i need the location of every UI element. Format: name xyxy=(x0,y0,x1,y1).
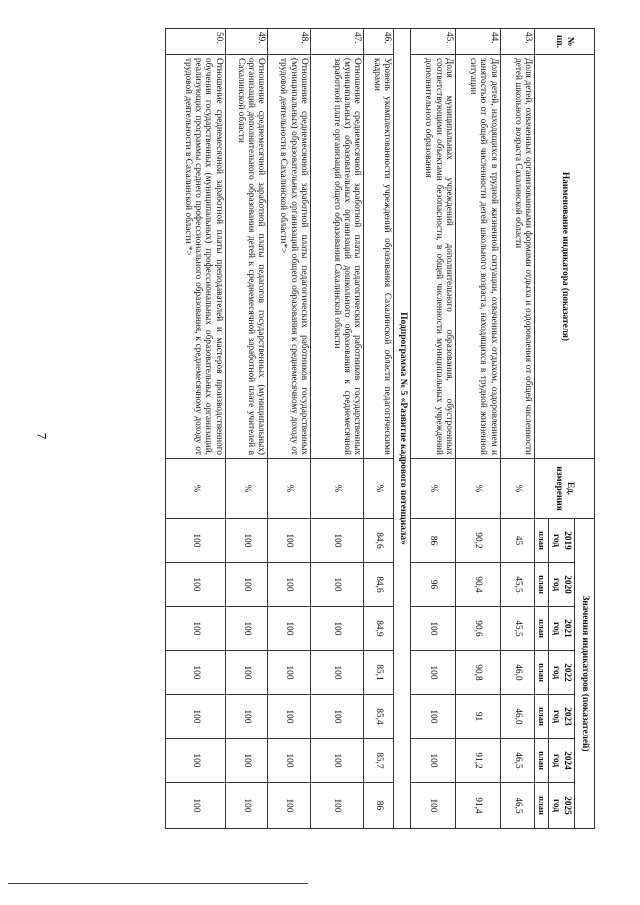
row-number: 49. xyxy=(225,29,268,55)
indicator-name: Доля детей, охваченных организованными формами отдыха и оздоровления от общей численности детей школьного возраста Сахалинской области xyxy=(500,55,534,459)
header-name: Наименование индикатора (показателя) xyxy=(535,55,595,459)
value-cell: 100 xyxy=(225,783,268,829)
value-cell: 100 xyxy=(411,607,456,651)
value-cell: 85,4 xyxy=(364,695,394,739)
value-cell: 90,4 xyxy=(456,563,501,607)
value-cell: 91 xyxy=(456,695,501,739)
header-plan: план xyxy=(535,695,549,739)
header-year: 2021 год xyxy=(549,607,575,651)
value-cell: 45,5 xyxy=(500,607,534,651)
value-cell: 84,6 xyxy=(364,519,394,563)
indicators-table xyxy=(165,28,595,829)
value-cell: 100 xyxy=(268,651,311,695)
value-cell: 100 xyxy=(311,519,364,563)
value-cell: 84,9 xyxy=(364,607,394,651)
row-number: 44. xyxy=(456,29,501,55)
value-cell: 100 xyxy=(268,563,311,607)
header-year: 2022 год xyxy=(549,651,575,695)
value-cell: 100 xyxy=(411,739,456,783)
row-number: 50. xyxy=(166,29,226,55)
subprogram-group xyxy=(394,29,411,829)
header-unit: Ед. измерения xyxy=(535,459,595,519)
value-cell: 96 xyxy=(411,563,456,607)
table-row xyxy=(500,29,534,829)
value-cell: 100 xyxy=(311,651,364,695)
unit-cell: % xyxy=(500,459,534,519)
unit-cell: % xyxy=(225,459,268,519)
table-row xyxy=(411,29,456,829)
value-cell: 100 xyxy=(311,563,364,607)
table-row xyxy=(268,29,311,829)
table-row xyxy=(311,29,364,829)
unit-cell: % xyxy=(311,459,364,519)
value-cell: 100 xyxy=(411,651,456,695)
header-year: 2025 год xyxy=(549,783,575,829)
unit-cell: % xyxy=(364,459,394,519)
unit-cell: % xyxy=(411,459,456,519)
value-cell: 100 xyxy=(166,651,226,695)
value-cell: 90,6 xyxy=(456,607,501,651)
value-cell: 46,0 xyxy=(500,695,534,739)
value-cell: 100 xyxy=(166,607,226,651)
value-cell: 100 xyxy=(166,783,226,829)
row-number: 48. xyxy=(268,29,311,55)
header-plan: план xyxy=(535,739,549,783)
value-cell: 100 xyxy=(225,739,268,783)
value-cell: 46,5 xyxy=(500,783,534,829)
value-cell: 90,2 xyxy=(456,519,501,563)
indicator-name: Доля детей, находящихся в трудной жизненной ситуации, охваченных отдыхом, оздоровлением и занятостью от общей численности детей школьного возраста, находящихся в трудной жизненной ситуации xyxy=(456,55,501,459)
value-cell: 86 xyxy=(411,519,456,563)
footnote-rule xyxy=(8,883,308,884)
header-plan: план xyxy=(535,651,549,695)
unit-cell: % xyxy=(456,459,501,519)
rows-group-a xyxy=(411,29,535,829)
page-number: 7 xyxy=(34,432,50,440)
table-row xyxy=(225,29,268,829)
subprogram-heading: Подпрограмма № 5 «Развитие кадрового потенциала» xyxy=(394,29,411,829)
table-row xyxy=(166,29,226,829)
row-number: 47. xyxy=(311,29,364,55)
value-cell: 100 xyxy=(166,519,226,563)
value-cell: 90,8 xyxy=(456,651,501,695)
value-cell: 100 xyxy=(225,651,268,695)
value-cell: 45 xyxy=(500,519,534,563)
indicators-table-wrapper xyxy=(165,28,595,828)
header-year: 2019 год xyxy=(549,519,575,563)
value-cell: 100 xyxy=(225,563,268,607)
header-plan: план xyxy=(535,563,549,607)
value-cell: 100 xyxy=(268,519,311,563)
value-cell: 46,5 xyxy=(500,739,534,783)
indicator-name: Отношение среднемесячной заработной платы педагогов государственных (муниципальных) организаций дополнительного образования детей к среднемесячной заработной плате учителей в Сахалинской области xyxy=(225,55,268,459)
indicator-name: Доля муниципальных учреждений дополнительного образования, обустроенных соответствующими объектами безопасности, в общей численности муниципальных учреждений дополнительного образования xyxy=(411,55,456,459)
value-cell: 100 xyxy=(268,783,311,829)
value-cell: 100 xyxy=(411,695,456,739)
value-cell: 100 xyxy=(311,783,364,829)
value-cell: 91,4 xyxy=(456,783,501,829)
table-row xyxy=(456,29,501,829)
unit-cell: % xyxy=(166,459,226,519)
value-cell: 100 xyxy=(225,607,268,651)
value-cell: 85,7 xyxy=(364,739,394,783)
header-values-group: Значения индикаторов (показателей) xyxy=(575,519,595,829)
value-cell: 100 xyxy=(411,783,456,829)
value-cell: 100 xyxy=(225,695,268,739)
value-cell: 45,5 xyxy=(500,563,534,607)
header-year: 2023 год xyxy=(549,695,575,739)
row-number: 45. xyxy=(411,29,456,55)
header-plan: план xyxy=(535,607,549,651)
value-cell: 85,1 xyxy=(364,651,394,695)
value-cell: 100 xyxy=(166,695,226,739)
indicator-name: Уровень укомплектованности учреждений образования Сахалинской области педагогическими кадрами xyxy=(364,55,394,459)
value-cell: 86 xyxy=(364,783,394,829)
indicator-name: Отношение среднемесячной заработной платы преподавателей и мастеров производственного обучения государственных (муниципальных) профессиональных образовательных организаций, реализующих программы среднего профессионального образования, к среднемесячному доходу от трудовой деятельности в Сахалинской области *> xyxy=(166,55,226,459)
header-plan: план xyxy=(535,519,549,563)
indicator-name: Отношение среднемесячной заработной платы педагогических работников государственных (муниципальных) образовательных организаций дошкольного образования к среднемесячной заработной плате организаций общего образования Сахалинской области xyxy=(311,55,364,459)
value-cell: 46,0 xyxy=(500,651,534,695)
value-cell: 100 xyxy=(311,607,364,651)
value-cell: 100 xyxy=(166,739,226,783)
header-year: 2020 год xyxy=(549,563,575,607)
header-year: 2024 год xyxy=(549,739,575,783)
value-cell: 100 xyxy=(166,563,226,607)
value-cell: 100 xyxy=(268,695,311,739)
value-cell: 91,2 xyxy=(456,739,501,783)
row-number: 46. xyxy=(364,29,394,55)
unit-cell: % xyxy=(268,459,311,519)
rows-group-b xyxy=(166,29,394,829)
row-number: 43. xyxy=(500,29,534,55)
value-cell: 84,6 xyxy=(364,563,394,607)
header-num: № пп. xyxy=(535,29,595,55)
header-plan: план xyxy=(535,783,549,829)
value-cell: 100 xyxy=(311,695,364,739)
value-cell: 100 xyxy=(225,519,268,563)
value-cell: 100 xyxy=(268,739,311,783)
indicator-name: Отношение среднемесячной заработной платы педагогических работников государственных (муниципальных) образовательных организаций общего образования к среднемесячному доходу от трудовой деятельности в Сахалинской области*> xyxy=(268,55,311,459)
value-cell: 100 xyxy=(311,739,364,783)
value-cell: 100 xyxy=(268,607,311,651)
table-row xyxy=(364,29,394,829)
